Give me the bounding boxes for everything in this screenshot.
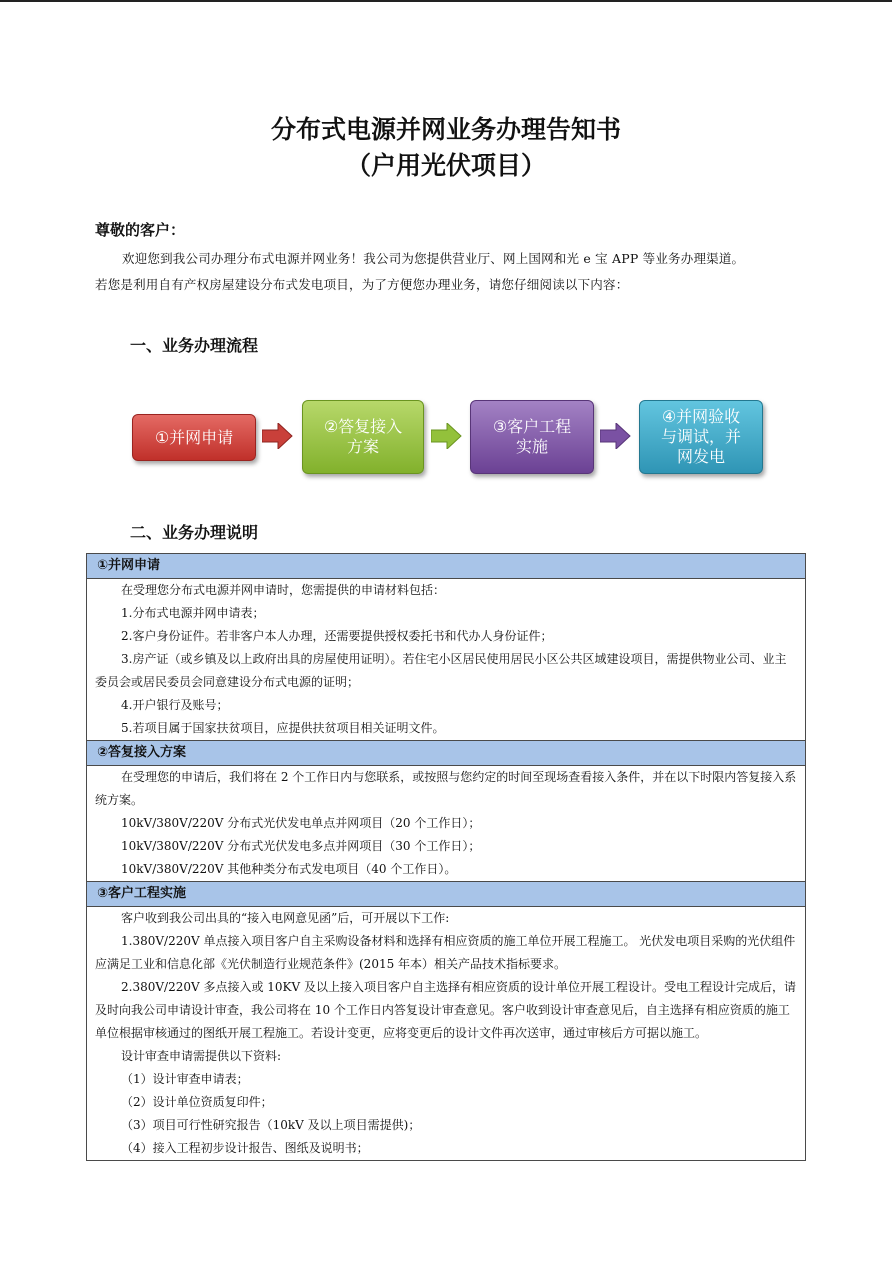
- flow-step-acceptance: [639, 400, 763, 474]
- table-line: 设计审查申请需提供以下资料:: [121, 1049, 282, 1063]
- flow-step-apply-label: ①并网申请: [154, 427, 234, 447]
- table-line: 2.380V/220V 多点接入或 10KV 及以上接入项目客户自主选择有相应资质的设计单位开展工程设计。受电工程设计完成后，请及时向我公司申请设计审查，我公司将在 10 个工作日内答复设计审查意见。客户收到设计审查意见后，自主选择有相应资质的施工单位根据审核通过的图纸开展工程施工。若设计变更，应将变更后的设计文件再次送审，通过审核后方可据以施工。: [95, 980, 796, 1040]
- section-2-heading: 二、业务办理说明: [130, 523, 259, 542]
- table-line: （3）项目可行性研究报告（10kV 及以上项目需提供)；: [121, 1118, 421, 1132]
- table-header-construction: ③客户工程实施: [87, 882, 805, 907]
- table-line: 10kV/380V/220V 分布式光伏发电多点并网项目（30 个工作日）；: [121, 839, 481, 853]
- table-line: 2.客户身份证件。若非客户本人办理，还需要提供授权委托书和代办人身份证件；: [121, 629, 553, 643]
- table-header-reply-plan: ②答复接入方案: [87, 741, 805, 766]
- table-line: 在受理您的申请后，我们将在 2 个工作日内与您联系，或按照与您约定的时间至现场查看接入条件，并在以下时限内答复接入系统方案。: [95, 770, 797, 807]
- table-header-apply: ①并网申请: [87, 554, 805, 579]
- section-1-heading: 一、业务办理流程: [130, 336, 259, 355]
- table-body-apply: [87, 579, 805, 741]
- greeting: 尊敬的客户：: [95, 221, 186, 239]
- table-body-reply-plan: [87, 766, 805, 882]
- table-line: 客户收到我公司出具的“接入电网意见函”后，可开展以下工作:: [121, 911, 450, 925]
- table-line: 1.380V/220V 单点接入项目客户自主采购设备材料和选择有相应资质的施工单位开展工程施工。 光伏发电项目采购的光伏组件应满足工业和信息化部《光伏制造行业规范条件》(2015 年本）相关产品技术指标要求。: [95, 934, 796, 971]
- intro-line-2: 若您是利用自有产权房屋建设分布式发电项目，为了方便您办理业务，请您仔细阅读以下内容：: [95, 277, 629, 292]
- table-line: 4.开户银行及账号；: [121, 698, 229, 712]
- top-border-line: [0, 0, 892, 2]
- intro-paragraph: [95, 246, 810, 298]
- flow-step-construction: [470, 400, 594, 474]
- table-line: （4）接入工程初步设计报告、图纸及说明书；: [121, 1141, 369, 1155]
- table-line: 3.房产证（或乡镇及以上政府出具的房屋使用证明）。若住宅小区居民使用居民小区公共区域建设项目，需提供物业公司、业主委员会或居民委员会同意建设分布式电源的证明；: [95, 652, 787, 689]
- flow-step-construction-line-1: ③客户工程: [492, 417, 572, 436]
- table-line: （2）设计单位资质复印件；: [121, 1095, 273, 1109]
- flow-step-acceptance-line-3: 网发电: [676, 447, 725, 466]
- table-line: 1.分布式电源并网申请表；: [121, 606, 265, 620]
- page-subtitle: （户用光伏项目）: [345, 151, 546, 180]
- flow-arrow-2: [431, 423, 463, 449]
- table-body-construction: [87, 907, 805, 1160]
- table-line: （1）设计审查申请表；: [121, 1072, 249, 1086]
- flow-step-construction-line-2: 实施: [515, 437, 548, 456]
- table-line: 5.若项目属于国家扶贫项目，应提供扶贫项目相关证明文件。: [121, 721, 445, 735]
- flow-step-reply-plan-line-2: 方案: [346, 437, 379, 456]
- table-line: 在受理您分布式电源并网申请时，您需提供的申请材料包括：: [121, 583, 446, 597]
- table-line: 10kV/380V/220V 其他种类分布式发电项目（40 个工作日）。: [121, 862, 457, 876]
- explanation-table: [86, 553, 806, 1161]
- flow-step-reply-plan-line-1: ②答复接入: [323, 417, 403, 436]
- flow-step-acceptance-line-1: ④并网验收: [661, 407, 741, 426]
- flow-arrow-3: [600, 423, 632, 449]
- page-title: 分布式电源并网业务办理告知书: [270, 115, 621, 144]
- flow-step-apply: [132, 414, 256, 461]
- flow-arrow-1: [262, 423, 294, 449]
- table-line: 10kV/380V/220V 分布式光伏发电单点并网项目（20 个工作日）；: [121, 816, 481, 830]
- flow-step-reply-plan: [302, 400, 424, 474]
- intro-line-1: 欢迎您到我公司办理分布式电源并网业务！我公司为您提供营业厅、网上国网和光 e 宝 APP 等业务办理渠道。: [122, 251, 745, 266]
- flow-step-acceptance-line-2: 与调试，并: [660, 427, 741, 446]
